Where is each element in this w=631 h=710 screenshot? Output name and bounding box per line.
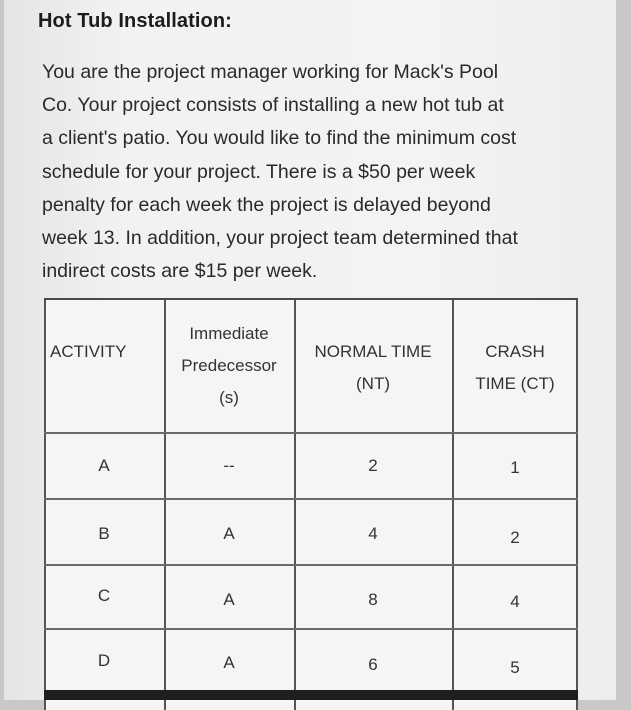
paragraph-line: a client's patio. You would like to find the minimum cost bbox=[42, 127, 517, 150]
cell-normal-time: 2 bbox=[368, 456, 378, 475]
paragraph-line: You are the project manager working for Mack's Pool bbox=[42, 61, 499, 83]
row-divider bbox=[44, 498, 578, 500]
activity-table bbox=[44, 298, 578, 710]
cell-crash-time: 4 bbox=[510, 592, 520, 611]
cell-predecessor: A bbox=[223, 524, 235, 543]
document-page bbox=[4, 0, 616, 700]
cell-crash-time: 5 bbox=[510, 658, 520, 677]
cell-crash-time: 2 bbox=[510, 528, 520, 547]
cell-crash-time: 1 bbox=[510, 458, 520, 477]
header-predecessor-line1: Immediate bbox=[189, 324, 269, 343]
header-activity: ACTIVITY bbox=[50, 342, 127, 361]
cell-activity: C bbox=[97, 586, 111, 605]
header-predecessor-line2: Predecessor bbox=[181, 356, 277, 375]
paragraph-line: indirect costs are $15 per week. bbox=[42, 260, 318, 283]
row-divider bbox=[44, 628, 578, 630]
header-predecessor-line3: (s) bbox=[219, 388, 239, 407]
row-divider bbox=[44, 432, 578, 434]
row-divider bbox=[44, 564, 578, 566]
header-normal-line2: (NT) bbox=[356, 374, 390, 393]
header-crash-line1: CRASH bbox=[485, 342, 545, 361]
cell-predecessor: A bbox=[223, 653, 235, 672]
cell-normal-time: 6 bbox=[368, 655, 378, 674]
cell-normal-time: 8 bbox=[368, 590, 378, 609]
cell-activity: B bbox=[98, 524, 110, 543]
header-crash-line2: TIME (CT) bbox=[475, 374, 555, 393]
paragraph-line: Co. Your project consists of installing a new hot tub at bbox=[42, 94, 504, 117]
cell-predecessor: A bbox=[223, 590, 235, 609]
page-title: Hot Tub Installation: bbox=[38, 10, 232, 32]
paragraph-line: penalty for each week the project is delayed beyond bbox=[42, 193, 491, 216]
cell-activity: D bbox=[97, 651, 111, 670]
problem-paragraph bbox=[42, 56, 602, 288]
header-normal-line1: NORMAL TIME bbox=[314, 342, 432, 361]
paragraph-line: schedule for your project. There is a $50 per week bbox=[42, 160, 476, 183]
paragraph-line: week 13. In addition, your project team determined that bbox=[42, 227, 518, 250]
cell-normal-time: 4 bbox=[368, 524, 378, 543]
cell-predecessor: -- bbox=[223, 456, 235, 475]
cell-activity: A bbox=[98, 456, 110, 475]
table-bottom-edge bbox=[44, 690, 578, 700]
